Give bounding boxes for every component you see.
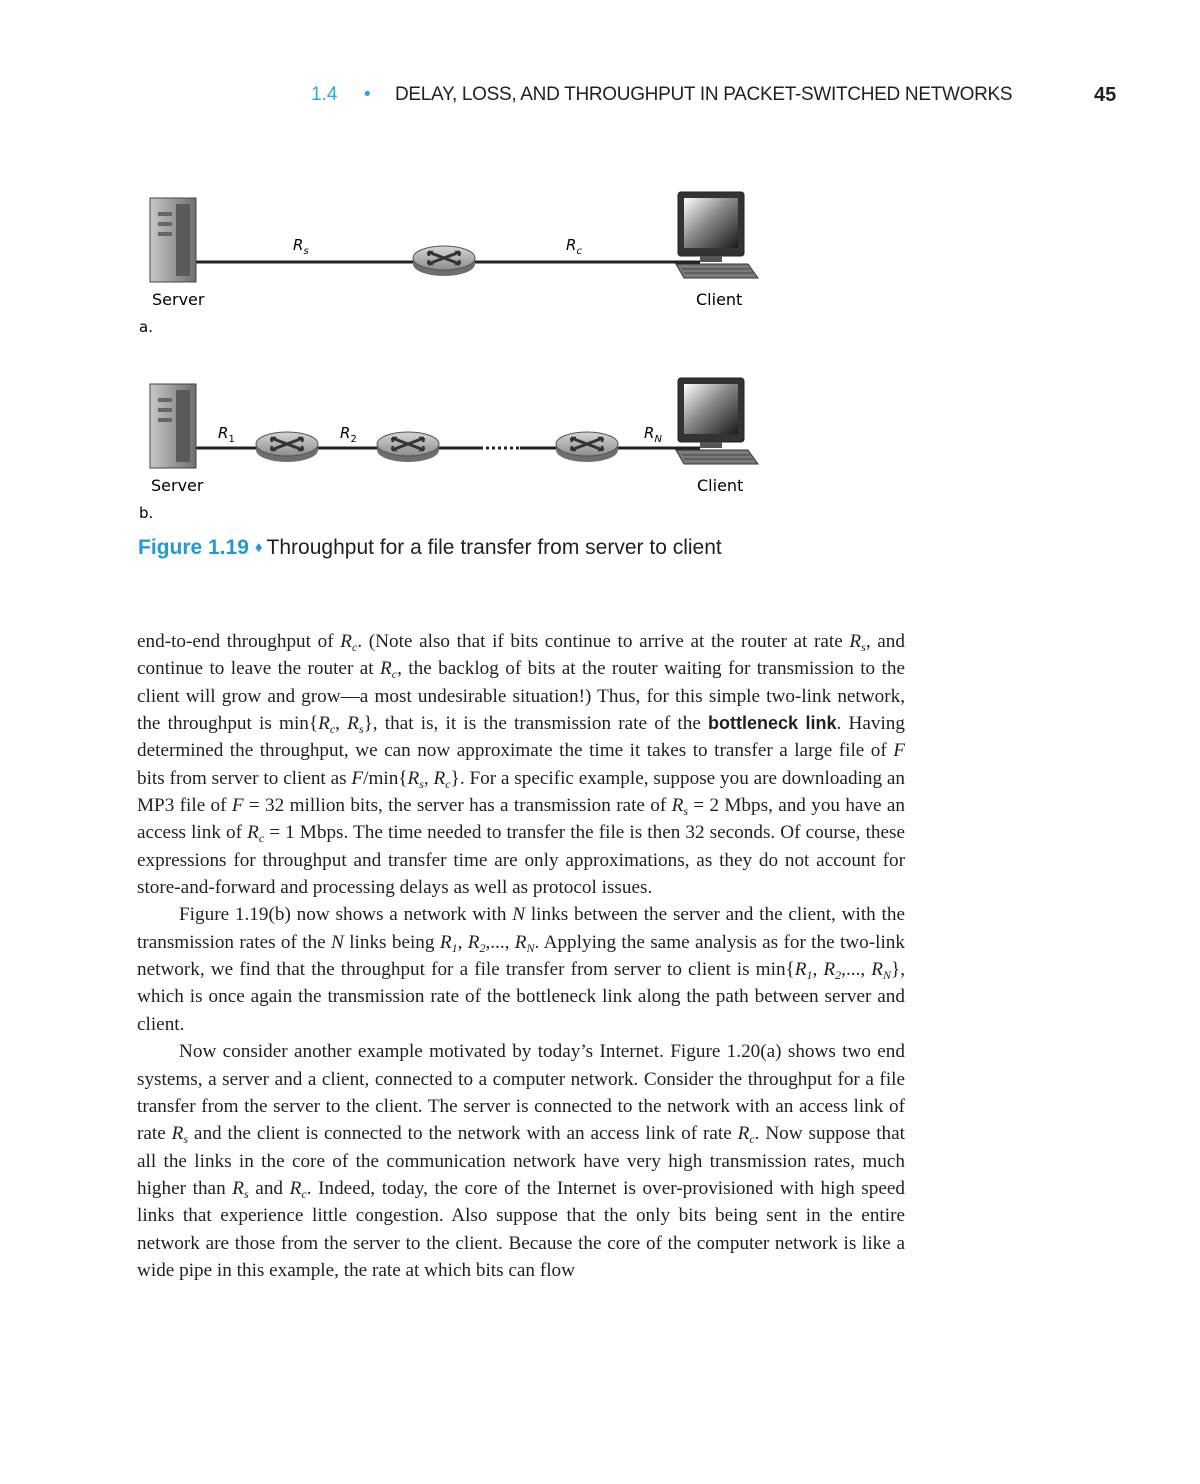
client-label: Client <box>697 476 744 495</box>
figure-number: Figure 1.19 <box>138 536 249 559</box>
link-label-rc: $R_c$ <box>566 236 582 257</box>
paragraph-1: end-to-end throughput of $R_c$. (Note also that if bits continue to arrive at the router at rate $R_s$, and continue to leave the router at $R_c$, the backlog of bits at the router waiting for transmission to the client will grow and grow—a most undesirable situation!) Thus, for this simple two-link network, the throughput is $\min\{R_c$, $R_s$}, that is, it is the transmission rate of the bottleneck link. Having determined the throughput, we can now approximate the time it takes to transfer a large file of F bits from server to client as $F/\min\{R_s$, $R_c$}. For a specific example, suppose you are downloading an MP3 file of F = 32 million bits, the server has a transmission rate of $R_s = 2$ Mbps, and you have an access link of $R_c = 1$ Mbps. The time needed to transfer the file is then 32 seconds. Of course, these expressions for throughput and transfer time are only approximations, as they do not account for store-and-forward and processing delays as well as protocol issues. <box>137 631 906 899</box>
figure-caption <box>138 536 722 560</box>
client-computer-icon <box>676 378 758 464</box>
panel-a-label: a. <box>139 318 153 336</box>
link-label-r1: $R_1$ <box>218 424 235 445</box>
router-icon <box>556 432 618 462</box>
figure-1-19 <box>0 180 1200 530</box>
page-number: 45 <box>1094 84 1117 106</box>
router-icon <box>256 432 318 462</box>
server-icon <box>150 384 196 468</box>
bold-term: bottleneck link <box>708 713 837 734</box>
client-computer-icon <box>676 192 758 278</box>
header-section-number: 1.4 <box>311 84 338 105</box>
paragraph-2: Figure 1.19(b) now shows a network with N links between the server and the client, with the transmission rates of the N links being $R_1$, $R_2$,..., $R_N$. Applying the same analysis as for the two-link network, we find that the throughput for a file transfer from server to client is $\min\{R_1$, $R_2$,..., $R_N$}, which is once again the transmission rate of the bottleneck link along the path between server and client. <box>137 904 906 1035</box>
server-label: Server <box>151 476 204 495</box>
link-label-rs: $R_s$ <box>293 236 309 257</box>
diamond-icon: ♦ <box>254 539 263 556</box>
panel-b-label: b. <box>139 504 154 522</box>
router-icon <box>377 432 439 462</box>
client-label: Client <box>696 290 743 309</box>
header-bullet: • <box>364 84 371 105</box>
caption-text: Throughput for a file transfer from server to client <box>266 536 722 559</box>
body-text <box>137 628 905 1284</box>
header-chapter-title: DELAY, LOSS, AND THROUGHPUT IN PACKET-SWITCHED NETWORKS <box>395 84 1013 105</box>
running-header <box>0 84 1200 112</box>
panel-b <box>139 378 758 522</box>
panel-a <box>139 192 758 336</box>
router-icon <box>413 246 475 276</box>
server-label: Server <box>152 290 205 309</box>
paragraph-3: Now consider another example motivated by today’s Internet. Figure 1.20(a) shows two end systems, a server and a client, connected to a computer network. Consider the throughput for a file transfer from the server to the client. The server is connected to the network with an access link of rate $R_s$ and the client is connected to the network with an access link of rate $R_c$. Now suppose that all the links in the core of the communication network have very high transmission rates, much higher than $R_s$ and $R_c$. Indeed, today, the core of the Internet is over-provisioned with high speed links that experience little congestion. Also suppose that the only bits being sent in the entire network are those from the server to the client. Because the core of the computer network is like a wide pipe in this example, the rate at which bits can flow <box>137 1041 905 1281</box>
link-label-r2: $R_2$ <box>340 424 357 445</box>
server-icon <box>150 198 196 282</box>
link-label-rn: $R_N$ <box>644 424 662 445</box>
